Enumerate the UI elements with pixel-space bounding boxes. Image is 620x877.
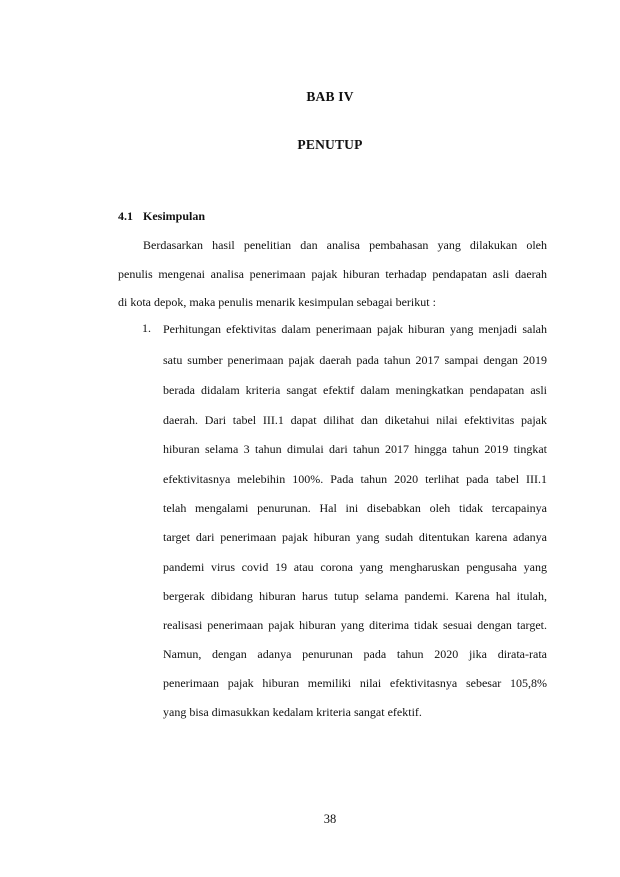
page-number: 38 xyxy=(323,812,337,826)
list-item-line: realisasi penerimaan pajak hiburan yang diterima tidak sesuai dengan target. xyxy=(163,618,547,632)
chapter-number: BAB IV xyxy=(306,89,354,104)
list-item-line: hiburan selama 3 tahun dimulai dari tahun 2017 hingga tahun 2019 tingkat xyxy=(163,442,547,456)
paragraph-line: di kota depok, maka penulis menarik kesimpulan sebagai berikut : xyxy=(118,295,436,309)
list-item-line: efektivitasnya melebihin 100%. Pada tahun 2020 terlihat pada tabel III.1 xyxy=(163,472,547,486)
list-item-line: Perhitungan efektivitas dalam penerimaan pajak hiburan yang menjadi salah xyxy=(163,322,547,336)
list-item-line: daerah. Dari tabel III.1 dapat dilihat dan diketahui nilai efektivitas pajak xyxy=(163,413,547,427)
list-item-line: telah mengalami penurunan. Hal ini disebabkan oleh tidak tercapainya xyxy=(163,501,547,515)
paragraph-line: Berdasarkan hasil penelitian dan analisa pembahasan yang dilakukan oleh xyxy=(143,238,547,252)
list-item-line: target dari penerimaan pajak hiburan yang sudah ditentukan karena adanya xyxy=(163,530,547,544)
list-item-line: penerimaan pajak hiburan memiliki nilai efektivitasnya sebesar 105,8% xyxy=(163,676,547,690)
chapter-title: PENUTUP xyxy=(297,137,363,152)
section-heading xyxy=(118,209,205,224)
list-marker: 1. xyxy=(142,321,151,335)
list-item-line: berada didalam kriteria sangat efektif dalam meningkatkan pendapatan asli xyxy=(163,383,547,397)
section-title: Kesimpulan xyxy=(143,209,206,223)
paragraph-line: penulis mengenai analisa penerimaan pajak hiburan terhadap pendapatan asli daerah xyxy=(118,267,547,281)
list-item-line: yang bisa dimasukkan kedalam kriteria sangat efektif. xyxy=(163,705,422,719)
list-item-line: satu sumber penerimaan pajak daerah pada tahun 2017 sampai dengan 2019 xyxy=(163,353,547,367)
list-item-line: bergerak dibidang hiburan harus tutup selama pandemi. Karena hal itulah, xyxy=(163,589,547,603)
list-item-line: Namun, dengan adanya penurunan pada tahun 2020 jika dirata-rata xyxy=(163,647,547,661)
section-number: 4.1 xyxy=(118,209,133,223)
list-item-line: pandemi virus covid 19 atau corona yang mengharuskan pengusaha yang xyxy=(163,560,547,574)
